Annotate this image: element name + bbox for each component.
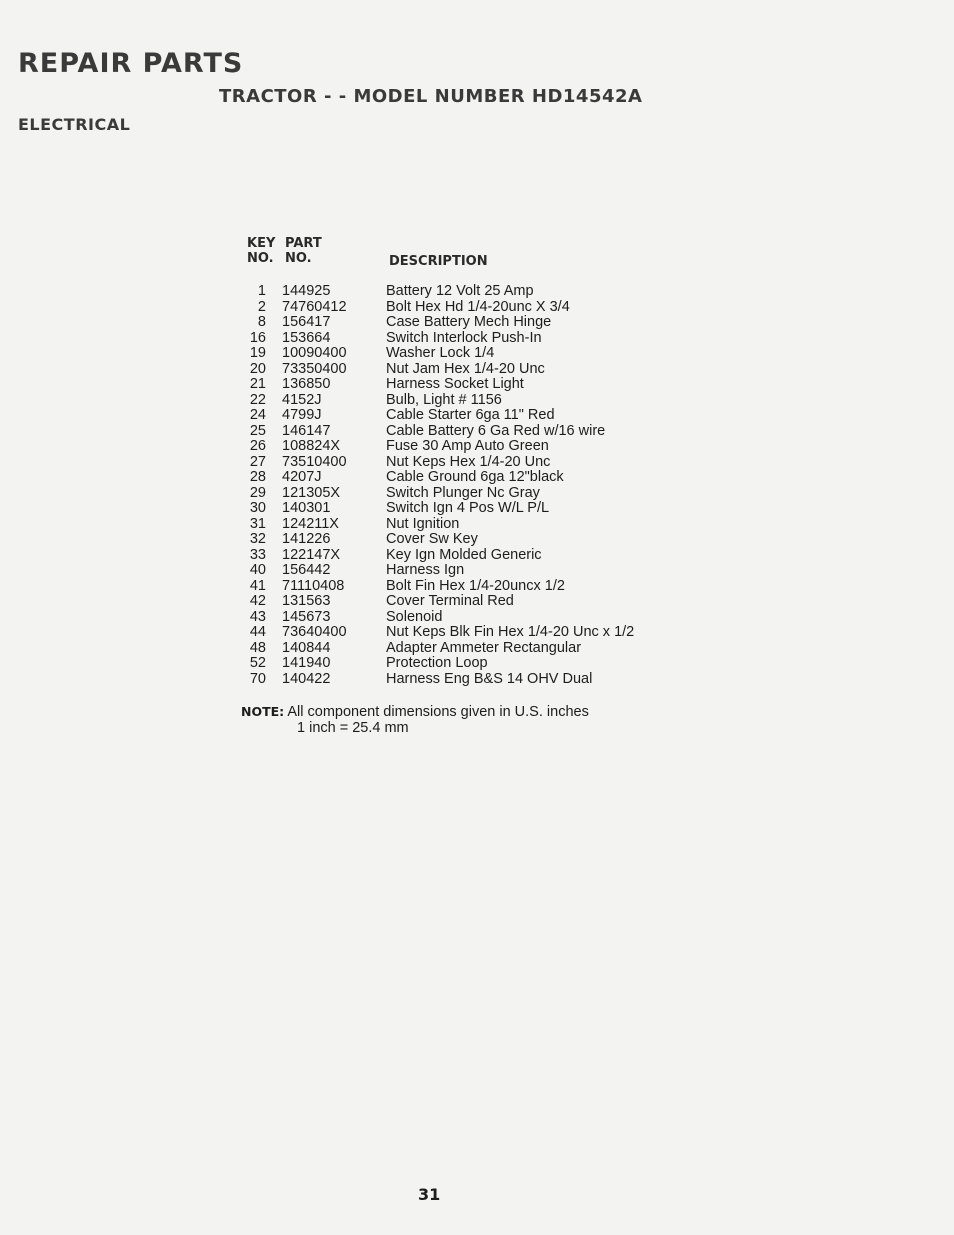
part-number: 141226 [282, 531, 331, 547]
part-key: 52 [249, 655, 266, 671]
part-description: Cable Starter 6ga 11" Red [386, 407, 555, 423]
part-description: Harness Eng B&S 14 OHV Dual [386, 670, 593, 687]
parts-row [238, 393, 678, 409]
part-key: 30 [249, 500, 266, 516]
parts-row [238, 486, 678, 502]
parts-row [238, 579, 678, 595]
part-number: 73510400 [282, 453, 347, 470]
parts-row [238, 517, 678, 533]
key-no-header [247, 236, 275, 266]
part-description: Nut Keps Blk Fin Hex 1/4-20 Unc x 1/2 [386, 624, 635, 640]
part-number: 73350400 [282, 360, 347, 377]
note-line1: All component dimensions given in U.S. inches [287, 704, 589, 720]
part-number: 124211X [282, 515, 339, 532]
page-number: 31 [418, 1185, 441, 1204]
description-header: DESCRIPTION [389, 254, 488, 269]
part-number: 145673 [282, 608, 331, 625]
parts-row [238, 315, 678, 331]
part-description: Switch Plunger Nc Gray [386, 484, 540, 501]
parts-row [238, 424, 678, 440]
part-description: Solenoid [386, 608, 443, 625]
parts-row [238, 610, 678, 626]
part-description: Switch Ign 4 Pos W/L P/L [386, 500, 550, 516]
key-header-line2: NO. [247, 251, 274, 266]
note-label: NOTE: [241, 704, 285, 719]
part-description: Harness Socket Light [386, 376, 524, 392]
part-key: 40 [249, 562, 266, 578]
part-key: 41 [249, 577, 266, 594]
part-description: Fuse 30 Amp Auto Green [386, 438, 549, 454]
part-number: 122147X [282, 546, 341, 563]
parts-row [238, 656, 678, 672]
part-key: 21 [249, 376, 266, 392]
key-header-line1: KEY [247, 236, 276, 251]
part-description: Nut Jam Hex 1/4-20 Unc [386, 360, 545, 377]
part-key: 43 [249, 608, 266, 625]
part-key: 44 [249, 624, 266, 640]
part-description: Cover Terminal Red [386, 593, 514, 609]
part-description: Nut Keps Hex 1/4-20 Unc [386, 453, 551, 470]
part-description: Bulb, Light # 1156 [386, 391, 502, 408]
parts-row [238, 470, 678, 486]
part-number: 140301 [282, 500, 331, 516]
parts-row [238, 594, 678, 610]
part-key: 24 [249, 407, 266, 423]
part-number: 4799J [282, 407, 322, 423]
part-key: 31 [249, 515, 266, 532]
part-number: 10090400 [282, 345, 347, 361]
part-description: Battery 12 Volt 25 Amp [386, 283, 534, 299]
part-number: 131563 [282, 593, 331, 609]
part-description: Adapter Ammeter Rectangular [386, 639, 582, 656]
page-title: REPAIR PARTS [18, 48, 244, 79]
part-key: 32 [249, 531, 266, 547]
part-key: 1 [257, 283, 266, 299]
part-number: 146147 [282, 422, 331, 439]
part-number: 153664 [282, 329, 331, 346]
parts-list [238, 284, 678, 687]
part-key: 28 [249, 469, 266, 485]
part-key: 16 [249, 329, 266, 346]
part-key: 42 [249, 593, 266, 609]
part-number: 141940 [282, 655, 331, 671]
part-key: 33 [249, 546, 266, 563]
part-key: 70 [249, 670, 266, 687]
part-key: 29 [249, 484, 266, 501]
part-number: 136850 [282, 376, 331, 392]
parts-row [238, 300, 678, 316]
part-description: Protection Loop [386, 655, 488, 671]
parts-row [238, 284, 678, 300]
part-number: 156442 [282, 562, 331, 578]
note [241, 704, 589, 736]
part-number: 108824X [282, 438, 341, 454]
part-key: 20 [249, 360, 266, 377]
part-key: 27 [249, 453, 266, 470]
part-header-line1: PART [285, 236, 322, 251]
part-number: 73640400 [282, 624, 347, 640]
part-description: Washer Lock 1/4 [386, 345, 495, 361]
part-description: Harness Ign [386, 562, 465, 578]
model-title: TRACTOR - - MODEL NUMBER HD14542A [219, 86, 643, 107]
part-description: Cable Ground 6ga 12"black [386, 469, 564, 485]
parts-row [238, 548, 678, 564]
part-description: Bolt Fin Hex 1/4-20uncx 1/2 [386, 577, 565, 594]
part-number: 156417 [282, 314, 331, 330]
part-number: 71110408 [282, 577, 345, 594]
part-description: Case Battery Mech Hinge [386, 314, 552, 330]
parts-row [238, 501, 678, 517]
part-key: 26 [249, 438, 266, 454]
note-line2: 1 inch = 25.4 mm [297, 720, 409, 736]
parts-row [238, 641, 678, 657]
part-header-line2: NO. [285, 251, 312, 266]
part-number: 140422 [282, 670, 331, 687]
part-key: 8 [257, 314, 266, 330]
parts-row [238, 672, 678, 688]
parts-row [238, 625, 678, 641]
part-key: 22 [249, 391, 266, 408]
parts-row [238, 532, 678, 548]
part-no-header [285, 236, 322, 266]
part-description: Cover Sw Key [386, 531, 478, 547]
part-description: Key Ign Molded Generic [386, 546, 542, 563]
part-description: Bolt Hex Hd 1/4-20unc X 3/4 [386, 298, 570, 315]
part-number: 121305X [282, 484, 341, 501]
parts-row [238, 331, 678, 347]
part-key: 2 [257, 298, 266, 315]
part-number: 140844 [282, 639, 331, 656]
part-key: 48 [249, 639, 266, 656]
part-number: 4207J [282, 469, 322, 485]
part-number: 4152J [282, 391, 322, 408]
parts-row [238, 362, 678, 378]
part-description: Switch Interlock Push-In [386, 329, 542, 346]
parts-row [238, 377, 678, 393]
part-number: 74760412 [282, 298, 347, 315]
part-key: 19 [249, 345, 266, 361]
part-key: 25 [249, 422, 266, 439]
parts-row [238, 408, 678, 424]
parts-row [238, 346, 678, 362]
parts-row [238, 455, 678, 471]
section-title: ELECTRICAL [18, 115, 131, 134]
parts-row [238, 563, 678, 579]
part-description: Nut Ignition [386, 515, 460, 532]
part-number: 144925 [282, 283, 331, 299]
parts-row [238, 439, 678, 455]
part-description: Cable Battery 6 Ga Red w/16 wire [386, 422, 606, 439]
